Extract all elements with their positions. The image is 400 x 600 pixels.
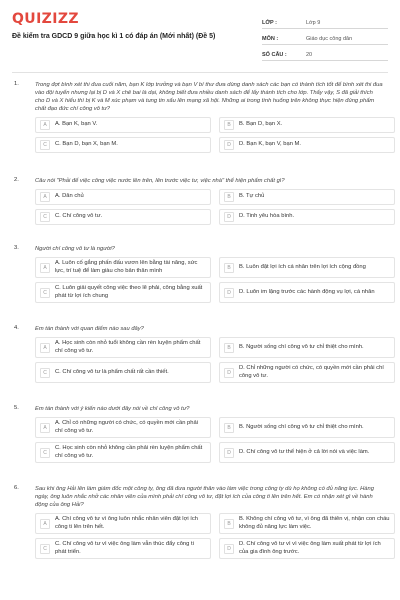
option-text: A. Chí công vô tư vì ông luôn nhắc nhân viên đặt lợi ích công ti lên trên hết. [55,516,199,530]
option-letter: A [40,519,50,529]
option-letter: C [40,212,50,222]
option-letter: A [40,423,50,433]
option-c[interactable] [35,538,211,559]
option-c[interactable] [35,137,211,153]
option-letter: B [224,192,234,202]
option-a[interactable] [35,257,211,278]
question-text: Câu nói "Phải để việc công việc nước lên trên, lên trước việc tư, việc nhà" thể hiện phẩm chất gì? [35,178,285,184]
option-c[interactable] [35,282,211,303]
option-text: D. Luôn im lặng trước các hành động vụ lợi, cá nhân [239,288,375,295]
option-text: A. Chỉ có những người có chức, có quyền mới cần phải chí công vô tư. [55,420,198,434]
option-letter: D [224,544,234,554]
meta-value: Giáo dục công dân [306,36,353,42]
option-text: C. Học sinh còn nhỏ không cần phải rèn luyện phẩm chất chí công vô tư. [55,445,203,459]
option-text: C. Bạn D, bạn X, bạn M. [55,141,118,148]
quizizz-logo: QUIZIZZ [12,11,79,27]
option-letter: A [40,120,50,130]
option-text: B. Bạn D, bạn X. [239,121,283,128]
option-grid [35,337,388,383]
meta-value: 20 [306,52,313,58]
option-a[interactable] [35,417,211,438]
option-b[interactable] [219,417,395,438]
meta-key: LỚP : [262,20,277,26]
question-text: Em tán thành với quan điểm nào sau đây? [35,326,144,332]
option-text: D. Chỉ những người có chức, có quyền mới cần phải chí công vô tư. [239,365,384,379]
option-grid [35,257,388,303]
option-grid [35,513,388,559]
question-number: 5. [14,405,19,411]
option-d[interactable] [219,362,395,383]
option-a[interactable] [35,189,211,205]
option-text: C. Chí công vô tư. [55,213,103,220]
option-letter: B [224,423,234,433]
meta-row-subject [262,29,388,45]
option-letter: D [224,368,234,378]
option-letter: C [40,288,50,298]
option-letter: B [224,343,234,353]
option-letter: C [40,140,50,150]
option-d[interactable] [219,442,395,463]
option-text: B. Người sống chí công vô tư chỉ thiệt cho mình. [239,423,364,430]
option-text: A. Bạn K, bạn V. [55,121,98,128]
question-5 [12,400,388,480]
option-letter: D [224,212,234,222]
option-letter: A [40,192,50,202]
option-text: B. Luôn đặt lợi ích cá nhân trên lợi ích cộng đồng [239,263,366,270]
question-1 [12,76,388,172]
document-title: Đề kiểm tra GDCD 9 giữa học kì 1 có đáp án (Mới nhất) (Đề 5) [12,33,216,40]
option-text: D. Chí công vô tư thể hiện ở cả lời nói và việc làm. [239,448,370,455]
option-letter: B [224,519,234,529]
question-number: 1. [14,81,19,87]
option-text: C. Chí công vô tư là phẩm chất rất cần thiết. [55,368,169,375]
option-text: C. Luôn giải quyết công việc theo lẽ phải, công bằng xuất phát từ lợi ích chung [55,285,203,299]
question-list [12,76,388,576]
option-letter: D [224,288,234,298]
option-d[interactable] [219,209,395,225]
option-b[interactable] [219,257,395,278]
option-grid [35,117,388,153]
option-text: A. Luôn cố gắng phấn đấu vươn lên bằng tài năng, sức lực, trí tuệ để làm giàu cho bản thân mình [55,260,198,274]
option-text: A. Dân chủ [55,193,84,200]
option-c[interactable] [35,442,211,463]
option-a[interactable] [35,337,211,358]
option-letter: C [40,544,50,554]
meta-key: MÔN : [262,36,279,42]
question-text: Sau khi ông Hải lên làm giám đốc một công ty, ông đã đưa người thân vào làm việc trong công ty dù họ không có đủ năng lực. Hàng ngày, ông luôn nhắc nhở các nhân viên của mình phải chí công vô tư, đặt lợi ích của công ti lên trên hết. Em có nhận xét gì về hành động của ông Hải? [35,486,374,508]
option-letter: D [224,140,234,150]
option-a[interactable] [35,117,211,133]
option-d[interactable] [219,137,395,153]
option-letter: B [224,120,234,130]
option-text: D. Chí công vô tư vì vì việc ông làm xuất phát từ lợi ích của gia đình ông trước. [239,541,381,555]
question-number: 4. [14,325,19,331]
option-text: C. Chí công vô tư vì việc ông làm vẫn thúc đẩy công ti phát triển. [55,541,194,555]
question-number: 2. [14,177,19,183]
option-text: A. Học sinh còn nhỏ tuổi không cần rèn luyện phẩm chất chí công vô tư. [55,340,201,354]
option-b[interactable] [219,513,395,534]
option-c[interactable] [35,209,211,225]
option-text: B. Không chí công vô tư, vì ông đã thiên vị, nhận con cháu không đủ năng lực làm việc. [239,516,390,530]
question-text: Em tán thành với ý kiến nào dưới đây nói về chí công vô tư? [35,406,190,412]
option-text: B. Người sống chí công vô tư chỉ thiệt cho mình. [239,343,364,350]
option-letter: D [224,448,234,458]
question-3 [12,240,388,320]
option-letter: B [224,263,234,273]
option-grid [35,189,388,225]
question-number: 6. [14,485,19,491]
option-letter: C [40,448,50,458]
option-text: D. Bạn K, bạn V, bạn M. [239,141,301,148]
question-4 [12,320,388,400]
option-b[interactable] [219,117,395,133]
option-text: B. Tự chủ [239,193,265,200]
option-b[interactable] [219,337,395,358]
meta-key: SỐ CÂU : [262,52,287,58]
option-c[interactable] [35,362,211,383]
option-letter: A [40,263,50,273]
option-text: D. Tinh yêu hòa bình. [239,213,295,220]
option-b[interactable] [219,189,395,205]
meta-row-class [262,13,388,29]
question-number: 3. [14,245,19,251]
question-2 [12,172,388,240]
question-text: Người chí công vô tư là người? [35,246,115,252]
option-d[interactable] [219,538,395,559]
meta-value: Lớp 9 [306,20,321,26]
header-divider [12,72,388,73]
option-letter: C [40,368,50,378]
meta-table [262,13,388,61]
question-6 [12,480,388,576]
option-a[interactable] [35,513,211,534]
meta-row-count [262,45,388,61]
option-grid [35,417,388,463]
question-text: Trong đợt bình xét thi đua cuối năm, bạn K lớp trưởng và bạn V bí thư đưa dùng danh sách các bạn có thành tích tốt để bình xét thi đua vào đội tuyển nhưng lại bị D và X chê bai là dại, không biết đưa nhiều danh sách để lấy thành tích cho lớp. Thấy vậy, S đã giải thích cho D và X hiểu thì bị K và M xúc phạm và tung tin xấu lên mạng xã hội. Những ai trong tình huống trên không thực hiện đúng phẩm chất đạo đức chí công vô tư? [35,82,383,112]
option-d[interactable] [219,282,395,303]
option-letter: A [40,343,50,353]
